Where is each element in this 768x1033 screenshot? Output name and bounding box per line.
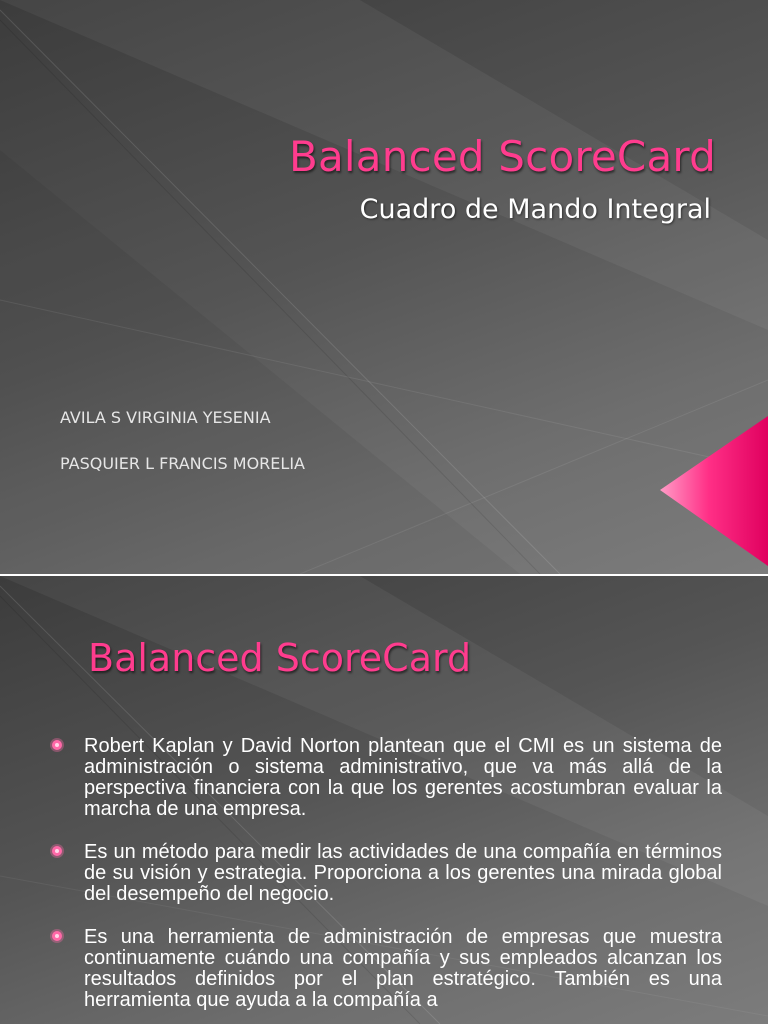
pink-circle-bullet-icon (52, 740, 62, 750)
list-item (52, 842, 722, 905)
bullet-text: Robert Kaplan y David Norton plantean que el CMI es un sistema de administración o sistema administrativo, que va más allá de la perspectiva financiera con la que los gerentes acostumbran evaluar la marcha de una empresa. (84, 735, 722, 820)
bullet-text: Es una herramienta de administración de empresas que muestra continuamente cuándo una compañía y sus empleados alcanzan los resultados definidos por el plan estratégico. También es una herramienta que ayuda a la compañía a (84, 926, 722, 1011)
list-item (52, 927, 722, 1011)
pink-triangle-decoration (660, 416, 768, 566)
slide2-title: Balanced ScoreCard (88, 636, 472, 680)
author-name: AVILA S VIRGINIA YESENIA (60, 408, 271, 427)
pink-circle-bullet-icon (52, 846, 62, 856)
slide1-subtitle: Cuadro de Mando Integral (359, 194, 711, 225)
author-name: PASQUIER L FRANCIS MORELIA (60, 454, 305, 473)
list-item (52, 736, 722, 820)
bullet-list (52, 736, 722, 1033)
slide1-title: Balanced ScoreCard (288, 132, 716, 181)
bullet-text: Es un método para medir las actividades de una compañía en términos de su visión y estrategia. Proporciona a los gerentes una mirada global del desempeño del negocio. (84, 841, 722, 905)
pink-circle-bullet-icon (52, 931, 62, 941)
